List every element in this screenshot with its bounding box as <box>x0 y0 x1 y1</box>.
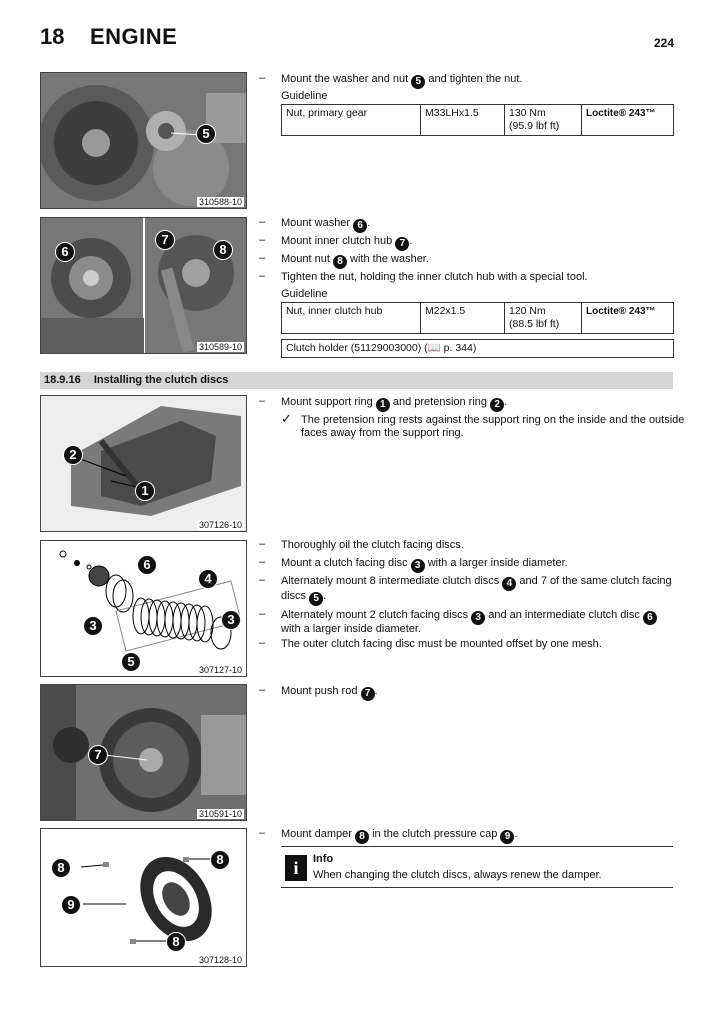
engine-photo-1 <box>41 73 246 208</box>
callout-2: 2 <box>63 445 83 465</box>
step-oil-discs: Thoroughly oil the clutch facing discs. <box>281 539 464 551</box>
step-alternate-mount-8: Alternately mount 8 intermediate clutch discs 4 and 7 of the same clutch facing <box>281 575 672 589</box>
check-text-line1: The pretension ring rests against the support ring on the inside and the outside <box>301 414 685 426</box>
figure-push-rod <box>40 684 247 821</box>
step-mount-support-ring: Mount support ring 1 and pretension ring 2 . <box>281 396 508 410</box>
info-text: When changing the clutch discs, always renew the damper. <box>313 869 602 881</box>
info-title: Info <box>313 853 334 865</box>
guideline-table-inner-hub: Nut, inner clutch hub M22x1.5 120 Nm (88.5 lbf ft) Loctite® 243™ <box>281 302 674 334</box>
step-mount-washer-nut: Mount the washer and nut 5 and tighten the nut. <box>281 73 523 87</box>
callout-3: 3 <box>83 616 103 636</box>
figure-primary-gear-nut <box>40 72 247 209</box>
guideline-label: Guideline <box>281 288 328 300</box>
step-mount-facing-disc: Mount a clutch facing disc 3 with a larger inside diameter. <box>281 557 568 571</box>
callout-6: 6 <box>137 555 157 575</box>
step-mount-damper: Mount damper 8 in the clutch pressure cap 9 . <box>281 828 518 842</box>
chapter-number: 18 <box>40 24 65 49</box>
step-alternate-mount-2-cont: with a larger inside diameter. <box>281 623 422 635</box>
figure-caption: 310588-10 <box>198 197 242 207</box>
check-icon: ✓ <box>281 411 292 426</box>
special-tool-table <box>281 339 674 358</box>
callout-6: 6 <box>55 242 75 262</box>
figure-inner-clutch-hub <box>40 217 247 354</box>
step-mount-push-rod: Mount push rod 7 . <box>281 685 378 699</box>
callout-5: 5 <box>196 124 216 144</box>
page-number: 224 <box>653 36 674 50</box>
callout-1: 1 <box>135 481 155 501</box>
figure-caption: 310591-10 <box>198 809 242 819</box>
figure-caption: 307128-10 <box>198 955 242 965</box>
guideline-label: Guideline <box>281 90 328 102</box>
info-icon: i <box>285 855 307 881</box>
step-alternate-mount-2: Alternately mount 2 clutch facing discs 3 and an intermediate clutch disc 6 <box>281 608 657 625</box>
engine-photo-2 <box>41 218 246 353</box>
check-text-line2: faces away from the support ring. <box>301 427 464 439</box>
callout-8: 8 <box>51 858 71 878</box>
chapter-title: ENGINE <box>90 24 178 49</box>
step-offset-mesh: The outer clutch facing disc must be mounted offset by one mesh. <box>281 638 602 650</box>
figure-caption: 310589-10 <box>198 342 242 352</box>
figure-caption: 307126-10 <box>198 520 242 530</box>
engine-photo-5 <box>41 685 246 820</box>
callout-7: 7 <box>155 230 175 250</box>
callout-8: 8 <box>213 240 233 260</box>
figure-caption: 307127-10 <box>198 665 242 675</box>
callout-7: 7 <box>88 745 108 765</box>
callout-4: 4 <box>198 569 218 589</box>
figure-pressure-cap-damper <box>40 828 247 967</box>
callout-8: 8 <box>166 932 186 952</box>
guideline-table-primary-gear: Nut, primary gear M33LHx1.5 130 Nm (95.9 lbf ft) Loctite® 243™ <box>281 104 674 136</box>
callout-5: 5 <box>121 652 141 672</box>
figure-clutch-disc-stack <box>40 540 247 677</box>
info-box <box>281 846 673 888</box>
special-tool-clutch-holder[interactable]: Clutch holder (51129003000) (📖 p. 344) <box>282 340 674 358</box>
callout-8: 8 <box>210 850 230 870</box>
callout-9: 9 <box>61 895 81 915</box>
step-mount-nut-8: Mount nut 8 with the washer. <box>281 253 429 267</box>
step-alternate-mount-8-cont: discs 5 . <box>281 590 327 604</box>
figure-support-ring <box>40 395 247 532</box>
callout-3: 3 <box>221 610 241 630</box>
step-mount-inner-hub: Mount inner clutch hub 7 . <box>281 235 413 249</box>
step-tighten-nut: Tighten the nut, holding the inner clutch hub with a special tool. <box>281 271 588 283</box>
section-header: 18.9.16 Installing the clutch discs <box>40 372 673 389</box>
step-mount-washer-6: Mount washer 6 . <box>281 217 371 231</box>
